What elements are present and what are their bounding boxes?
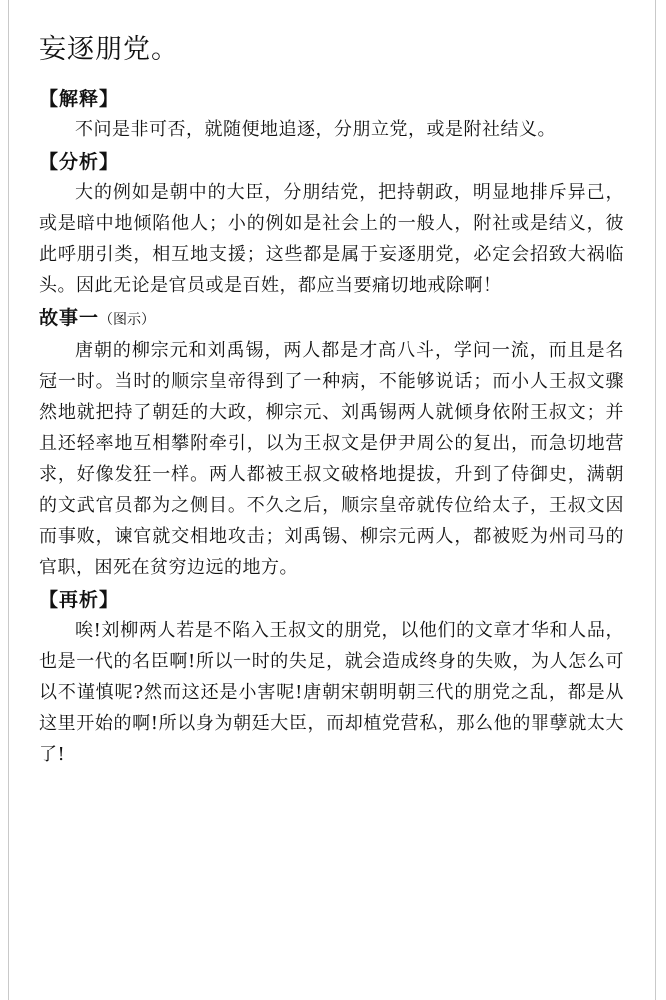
story-heading-note: （图示）	[99, 312, 156, 328]
paragraph-story: 唐朝的柳宗元和刘禹锡，两人都是才高八斗，学问一流，而且是名冠一时。当时的顺宗皇帝得到了一种病，不能够说话；而小人王叔文骤然地就把持了朝廷的大政，柳宗元、刘禹锡两人就倾身依附王叔文；并且还轻率地互相攀附牵引，以为王叔文是伊尹周公的复出，而急切地营求，好像发狂一样。两人都被王叔文破格地提拔，升到了侍御史，满朝的文武官员都为之侧目。不久之后，顺宗皇帝就传位给太子，王叔文因而事败，谏官就交相地攻击；刘禹锡、柳宗元两人，都被贬为州司马的官职，困死在贫穷边远的地方。	[39, 340, 624, 578]
section-heading-analysis: 【分析】	[39, 151, 120, 173]
section-story	[39, 303, 624, 583]
page	[8, 0, 656, 1000]
section-heading-story	[39, 303, 624, 335]
section-heading-reanalysis: 【再析】	[39, 589, 120, 611]
paragraph-analysis: 大的例如是朝中的大臣，分朋结党，把持朝政，明显地排斥异己，或是暗中地倾陷他人；小的例如是社会上的一般人，附社或是结义，彼此呼朋引类，相互地支援；这些都是属于妄逐朋党，必定会招致大祸临头。因此无论是官员或是百姓，都应当要痛切地戒除啊！	[39, 182, 624, 296]
section-explain	[39, 84, 624, 145]
page-content	[39, 32, 624, 772]
story-heading-label: 故事一	[39, 307, 100, 329]
page-title: 妄逐朋党。	[39, 34, 179, 65]
section-reanalysis	[39, 585, 624, 770]
paragraph-reanalysis: 唉!刘柳两人若是不陷入王叔文的朋党，以他们的文章才华和人品，也是一代的名臣啊!所以一时的失足，就会造成终身的失败，为人怎么可以不谨慎呢?然而这还是小害呢!唐朝宋朝明朝三代的朋党之乱，都是从这里开始的啊!所以身为朝廷大臣，而却植党营私，那么他的罪孽就太大了!	[39, 620, 624, 765]
paragraph-explain: 不问是非可否，就随便地追逐，分朋立党，或是附社结义。	[75, 119, 556, 140]
section-heading-explain: 【解释】	[39, 88, 120, 110]
section-analysis	[39, 147, 624, 301]
